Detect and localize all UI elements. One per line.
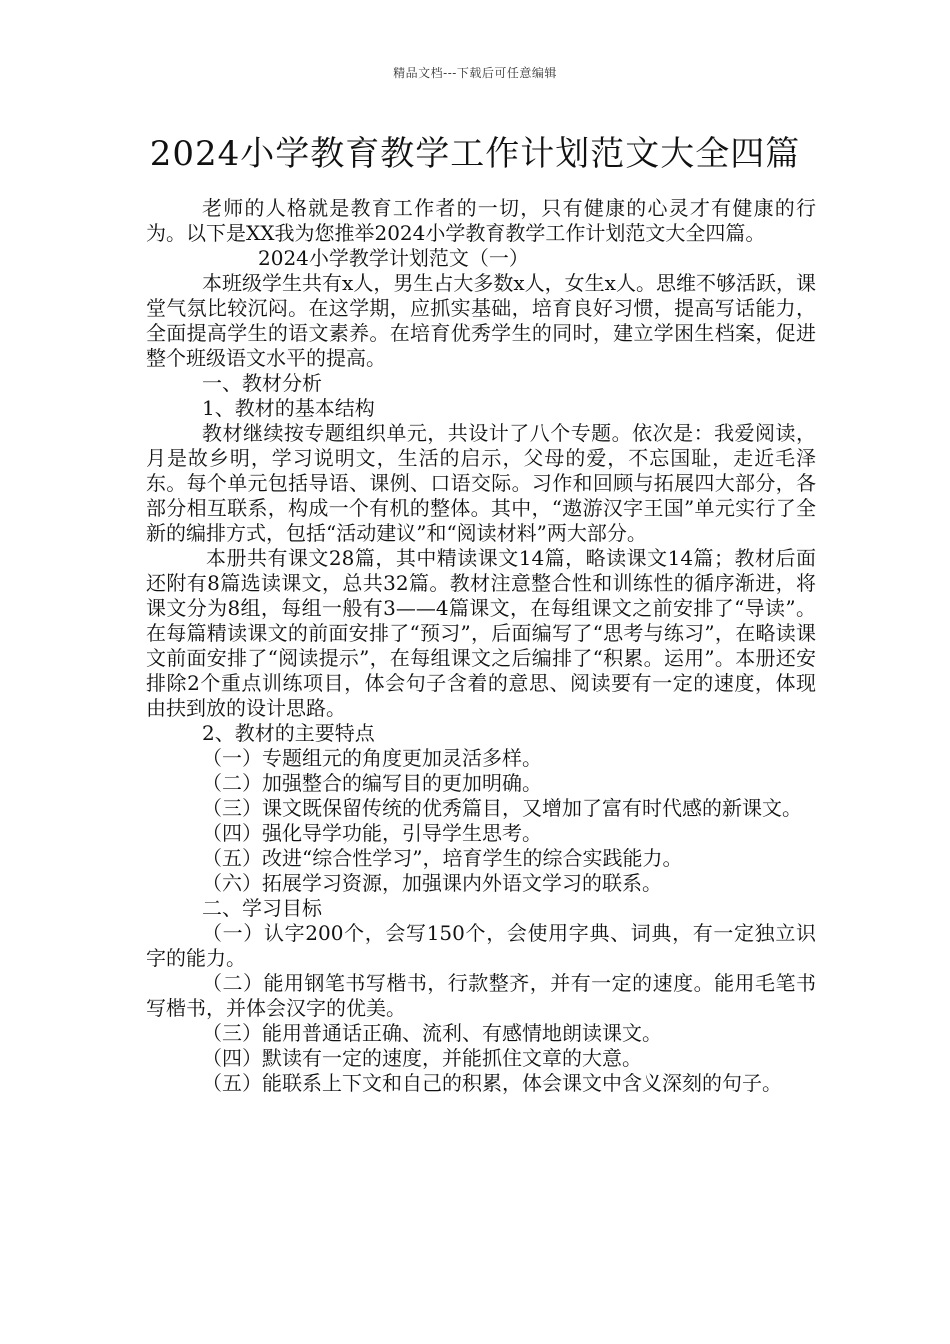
list-item: （三）能用普通话正确、流利、有感情地朗读课文。 xyxy=(202,1021,662,1045)
subsection-heading: 1、教材的基本结构 xyxy=(202,396,375,420)
subsection-heading: 2、教材的主要特点 xyxy=(202,721,375,745)
section-heading: 二、学习目标 xyxy=(202,896,322,920)
list-item: （二）能用钢笔书写楷书，行款整齐，并有一定的速度。能用毛笔书写楷书，并体会汉字的优美。 xyxy=(146,971,816,1020)
list-item: （五）改进“综合性学习”，培育学生的综合实践能力。 xyxy=(202,846,683,870)
paragraph: 教材继续按专题组织单元，共设计了八个专题。依次是：我爱阅读，月是故乡明，学习说明文，生活的启示，父母的爱，不忘国耻，走近毛泽东。每个单元包括导语、课例、口语交际。习作和回顾与拓展四大部分，各部分相互联系，构成一个有机的整体。其中，“遨游汉字王国”单元实行了全新的编排方式，包括“活动建议”和“阅读材料”两大部分。 xyxy=(146,421,816,545)
list-item: （四）强化导学功能，引导学生思考。 xyxy=(202,821,542,845)
list-item: （五）能联系上下文和自己的积累，体会课文中含义深刻的句子。 xyxy=(202,1071,782,1095)
paragraph: 本班级学生共有x人，男生占大多数x人，女生x人。思维不够活跃，课堂气氛比较沉闷。在这学期，应抓实基础，培育良好习惯，提高写话能力，全面提高学生的语文素养。在培育优秀学生的同时，建立学困生档案，促进整个班级语文水平的提高。 xyxy=(146,271,816,370)
document-body xyxy=(146,196,816,1096)
header-note: 精品文档---下载后可任意编辑 xyxy=(393,66,557,80)
list-item: （三）课文既保留传统的优秀篇目，又增加了富有时代感的新课文。 xyxy=(202,796,802,820)
paragraph: 本册共有课文28篇，其中精读课文14篇，略读课文14篇；教材后面还附有8篇选读课文，总共32篇。教材注意整合性和训练性的循序渐进，将课文分为8组，每组一般有3——4篇课文，在每组课文之前安排了“导读”。在每篇精读课文的前面安排了“预习”，后面编写了“思考与练习”，在略读课文前面安排了“阅读提示”，在每组课文之后编排了“积累。运用”。本册还安排除2个重点训练项目，体会句子含着的意思、阅读要有一定的速度，体现由扶到放的设计思路。 xyxy=(146,546,816,720)
list-item: （四）默读有一定的速度，并能抓住文章的大意。 xyxy=(202,1046,642,1070)
list-item: （一）认字200个，会写150个，会使用字典、词典，有一定独立识字的能力。 xyxy=(146,921,816,970)
intro-paragraph: 老师的人格就是教育工作者的一切，只有健康的心灵才有健康的行为。以下是XX我为您推举2024小学教育教学工作计划范文大全四篇。 xyxy=(146,196,816,245)
list-item: （六）拓展学习资源，加强课内外语文学习的联系。 xyxy=(202,871,662,895)
document-title: 2024小学教育教学工作计划范文大全四篇 xyxy=(149,134,801,174)
section-heading: 一、教材分析 xyxy=(202,371,322,395)
section-subtitle: 2024小学教学计划范文（一） xyxy=(258,246,529,270)
list-item: （二）加强整合的编写目的更加明确。 xyxy=(202,771,542,795)
list-item: （一）专题组元的角度更加灵活多样。 xyxy=(202,746,542,770)
